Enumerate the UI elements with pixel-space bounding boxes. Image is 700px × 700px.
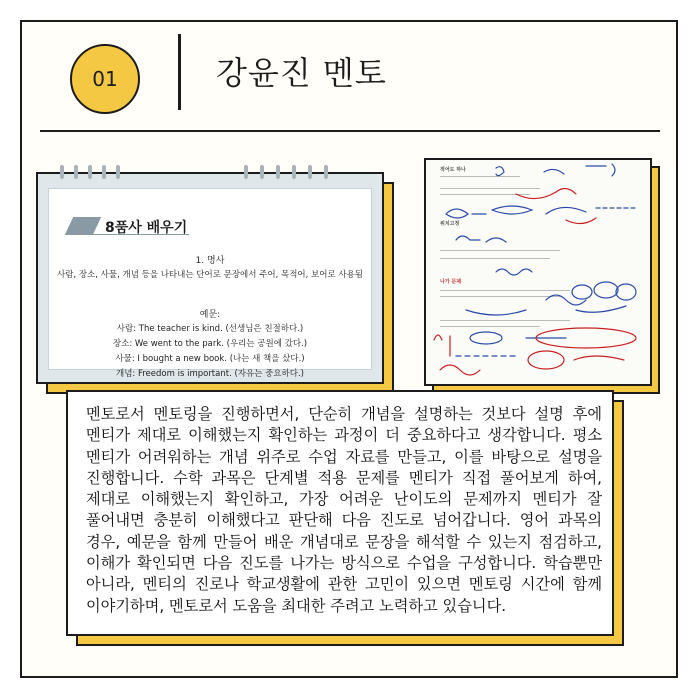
worksheet-heading: 위치고정 — [440, 221, 460, 227]
handwriting-stroke — [616, 284, 636, 300]
handwriting-annotations — [426, 160, 652, 386]
handwriting-stroke — [572, 285, 592, 299]
handwriting-stroke — [528, 351, 564, 369]
binder-ring-icon — [276, 165, 280, 179]
handwriting-stroke — [516, 188, 576, 198]
number-badge — [70, 44, 140, 114]
handwriting-stroke — [546, 207, 586, 214]
handwriting-stroke — [486, 238, 506, 242]
example-item: 사물: I bought a new book. (나는 새 책을 샀다.) — [115, 354, 305, 364]
binder-ring-icon — [102, 165, 106, 179]
card-side-right — [372, 174, 382, 382]
handwriting-stroke — [496, 167, 504, 176]
lesson-card-page — [48, 188, 372, 379]
header-underline — [40, 130, 660, 132]
binder-ring-icon — [260, 165, 264, 179]
flag-icon — [65, 217, 101, 235]
handwriting-stroke — [440, 365, 480, 375]
lesson-card — [36, 172, 384, 384]
handwriting-stroke — [574, 356, 624, 360]
header-divider — [178, 34, 181, 110]
handwriting-stroke — [566, 218, 596, 224]
description-box — [66, 390, 614, 636]
card-side-left — [38, 174, 48, 382]
worksheet-photo — [424, 158, 652, 386]
handwriting-stroke — [466, 310, 526, 315]
binder-ring-icon — [308, 165, 312, 179]
examples-list — [49, 322, 371, 382]
page-title: 강윤진 멘토 — [216, 54, 387, 92]
binder-ring-icon — [74, 165, 78, 179]
binder-ring-icon — [324, 165, 328, 179]
number-badge-label: 01 — [92, 67, 118, 91]
binder-ring-icon — [292, 165, 296, 179]
handwriting-stroke — [546, 295, 586, 305]
examples-heading: 예문: — [199, 310, 221, 320]
section-description: 사람, 장소, 사물, 개념 등을 나타내는 단어로 문장에서 주어, 목적어, 보어로 사용됨 — [57, 270, 363, 280]
worksheet-heading: 나가 문제 — [440, 279, 462, 285]
handwriting-stroke — [576, 306, 626, 312]
example-item: 사람: The teacher is kind. (선생님은 친절하다.) — [116, 324, 304, 334]
binder-ring-icon — [116, 165, 120, 179]
description-text: 멘토로서 멘토링을 진행하면서, 단순히 개념을 설명하는 것보다 설명 후에 멘티가 제대로 이해했는지 확인하는 과정이 더 중요하다고 생각합니다. 평소 멘티가 어려워하는 개념 위주로 수업 자료를 만들고, 이를 바탕으로 설명을 진행합니다. 수학 과목은 단계별 적용 문제를 멘티가 직접 풀어보게 하여, 제대로 이해했는지 확인하고, 가장 어려운 난이도의 문제까지 멘티가 잘 풀어내면 충분히 이해했다고 판단해 다음 진도로 넘어갑니다. 영어 과목의 경우, 예문을 함께 만들어 배운 개념대로 문장을 해석할 수 있는지 점검하고, 이해가 확인되면 다음 진도를 나가는 방식으로 수업을 구성합니다. 학습뿐만 아니라, 멘티의 진로나 학교생활에 관한 고민이 있으면 멘토링 시간에 함께 이야기하며, 멘토로서 도움을 최대한 주려고 노력하고 있습니다. — [86, 405, 602, 615]
handwriting-stroke — [446, 209, 468, 218]
worksheet-heading: 적어도 하나 — [440, 167, 466, 173]
section-heading: 1. 명사 — [195, 256, 225, 266]
lesson-title: 8품사 배우기 — [105, 220, 188, 236]
binder-ring-icon — [244, 165, 248, 179]
handwriting-stroke — [456, 236, 480, 240]
handwriting-stroke — [470, 332, 502, 344]
example-item: 장소: We went to the park. (우리는 공원에 갔다.) — [112, 339, 308, 349]
binder-ring-icon — [60, 165, 64, 179]
binder-ring-icon — [88, 165, 92, 179]
handwriting-stroke — [544, 169, 564, 174]
handwriting-stroke — [496, 269, 532, 275]
handwriting-stroke — [472, 206, 532, 214]
handwriting-stroke — [586, 164, 615, 176]
handwriting-stroke — [434, 335, 442, 340]
example-item: 개념: Freedom is important. (자유는 중요하다.) — [115, 369, 304, 379]
handwriting-stroke — [594, 282, 618, 298]
